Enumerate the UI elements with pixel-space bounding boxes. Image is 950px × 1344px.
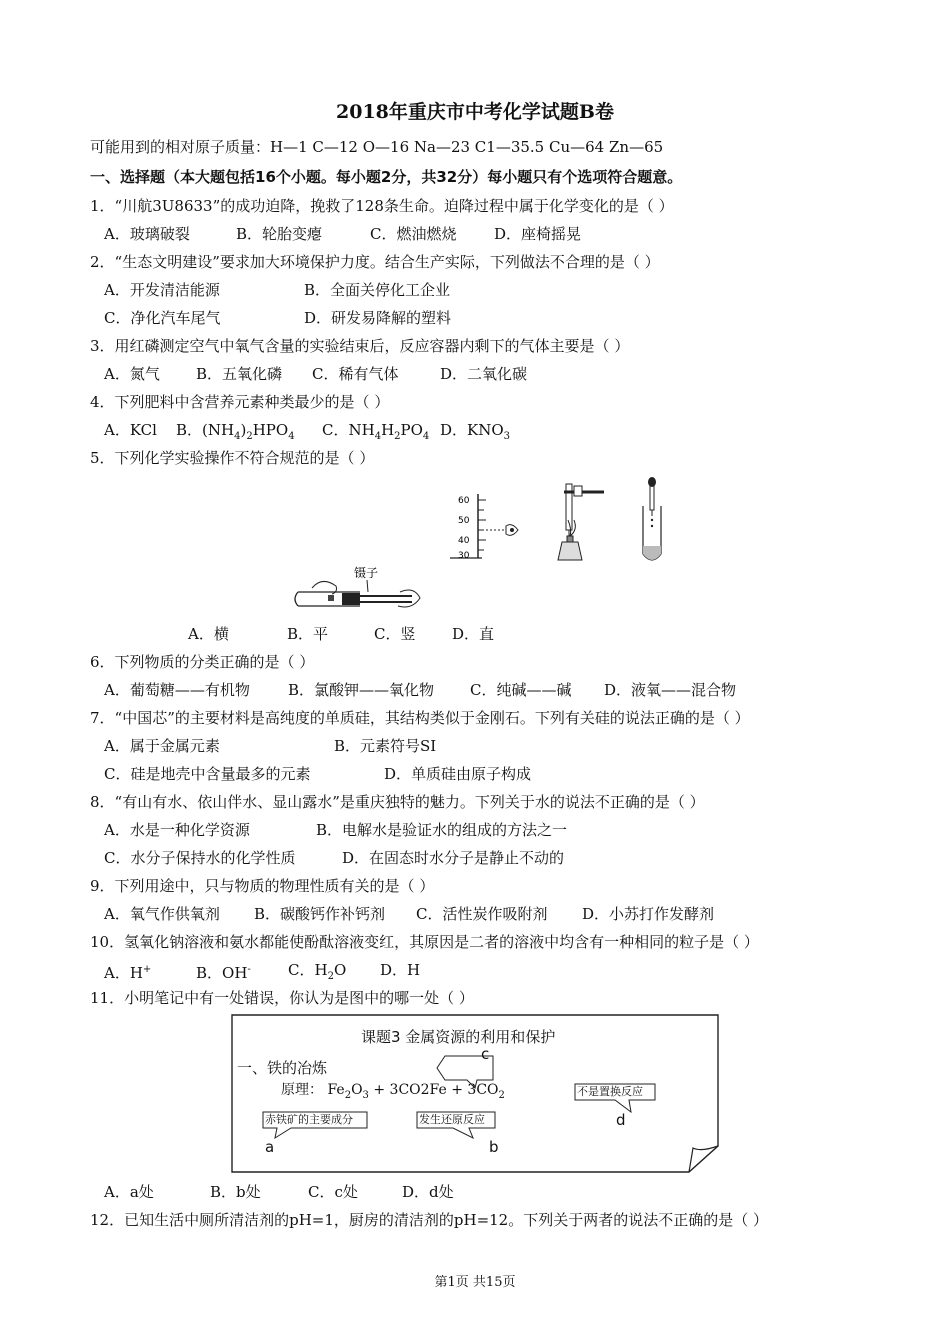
question-1-option-c: C．燃油燃烧	[370, 225, 457, 243]
question-6-option-c: C．纯碱——碱	[470, 681, 572, 699]
question-4-option-c: C．$NH_4H_2PO_4$	[322, 421, 430, 442]
question-10-option-c: C．$H_2O$	[288, 961, 347, 982]
question-9-option-a: A．氧气作供氧剂	[104, 905, 220, 923]
callout-a: 赤铁矿的主要成分	[265, 1113, 353, 1126]
question-4-option-a: A．KCl	[104, 421, 157, 439]
tick-label: 60	[458, 496, 470, 506]
question-4-stem: 4．下列肥料中含营养元素种类最少的是（ ）	[90, 393, 390, 411]
tick-label: 30	[458, 551, 470, 561]
question-5-stem: 5．下列化学实验操作不符合规范的是（ ）	[90, 449, 375, 467]
question-11-option-c: C．c处	[308, 1183, 358, 1201]
question-3-option-a: A．氮气	[104, 365, 160, 383]
question-3-option-d: D．二氧化碳	[440, 365, 528, 383]
question-7-stem: 7．“中国芯”的主要材料是高纯度的单质硅，其结构类似于金刚石。下列有关硅的说法正确的是（ ）	[90, 709, 750, 727]
question-1-stem: 1．“川航3U8633”的成功迫降，挽救了128条生命。迫降过程中属于化学变化的是（ ）	[90, 197, 674, 215]
question-10-option-d: D．H	[380, 961, 421, 979]
heating-figure	[550, 480, 612, 565]
callout-d: 不是置换反应	[577, 1085, 643, 1098]
question-1-option-a: A．玻璃破裂	[104, 225, 190, 243]
note-figure	[231, 1014, 719, 1174]
question-1-option-b: B．轮胎变瘪	[236, 225, 323, 243]
question-2-option-c: C．净化汽车尾气	[104, 309, 221, 327]
question-10-stem: 10．氢氧化钠溶液和氨水都能使酚酞溶液变红，其原因是二者的溶液中均含有一种相同的粒子是（ ）	[90, 933, 759, 951]
question-4-option-d: D．$KNO_3$	[440, 421, 511, 442]
question-9-option-d: D．小苏打作发酵剂	[582, 905, 715, 923]
section-heading: 一、选择题（本大题包括16个小题。每小题2分，共32分）每小题只有个选项符合题意。	[90, 168, 683, 186]
question-5-option-c: C．竖	[374, 625, 416, 643]
question-8-option-b: B．电解水是验证水的组成的方法之一	[316, 821, 568, 839]
question-8-option-c: C．水分子保持水的化学性质	[104, 849, 296, 867]
question-8-option-d: D．在固态时水分子是静止不动的	[342, 849, 565, 867]
question-10-option-b: B．OH-	[196, 964, 251, 982]
dropper-figure	[632, 476, 672, 566]
question-5-option-b: B．平	[287, 625, 329, 643]
question-7-option-d: D．单质硅由原子构成	[384, 765, 532, 783]
question-7-option-a: A．属于金属元素	[104, 737, 220, 755]
tick-label: 40	[458, 536, 470, 546]
question-2-stem: 2．“生态文明建设”要求加大环境保护力度。结合生产实际，下列做法不合理的是（ ）	[90, 253, 660, 271]
question-11-option-d: D．d处	[402, 1183, 454, 1201]
question-6-option-b: B．氯酸钾——氧化物	[288, 681, 435, 699]
question-11-option-b: B．b处	[210, 1183, 261, 1201]
question-2-option-b: B．全面关停化工企业	[304, 281, 451, 299]
question-1-option-d: D．座椅摇晃	[494, 225, 582, 243]
question-9-option-c: C．活性炭作吸附剂	[416, 905, 548, 923]
page-footer: 第1页 共15页	[434, 1275, 516, 1290]
question-11-option-a: A．a处	[104, 1183, 154, 1201]
reaction-equation: 原理： $Fe_2O_3 + 3CO2Fe + 3CO_2$	[281, 1082, 505, 1101]
tweezers-figure	[292, 562, 427, 616]
question-3-stem: 3．用红磷测定空气中氧气含量的实验结束后，反应容器内剩下的气体主要是（ ）	[90, 337, 630, 355]
question-6-option-d: D．液氧——混合物	[604, 681, 737, 699]
mark-c: c	[481, 1045, 490, 1063]
mark-a: a	[265, 1138, 275, 1156]
question-3-option-c: C．稀有气体	[312, 365, 399, 383]
question-12-stem: 12．已知生活中厕所清洁剂的pH=1，厨房的清洁剂的pH=12。下列关于两者的说法不正确的是（ ）	[90, 1211, 768, 1229]
mark-b: b	[489, 1138, 499, 1156]
page-title: 2018年重庆市中考化学试题B卷	[336, 101, 614, 123]
callout-b: 发生还原反应	[419, 1113, 485, 1126]
question-2-option-d: D．研发易降解的塑料	[304, 309, 452, 327]
question-3-option-b: B．五氧化磷	[196, 365, 283, 383]
question-6-stem: 6．下列物质的分类正确的是（ ）	[90, 653, 315, 671]
note-title: 课题3 金属资源的利用和保护	[361, 1028, 556, 1046]
question-4-option-b: B．$(NH_4)_2HPO_4$	[176, 421, 295, 442]
question-5-option-d: D．直	[452, 625, 495, 643]
tweezers-label: 镊子	[354, 566, 379, 580]
question-11-stem: 11．小明笔记中有一处错误，你认为是图中的哪一处（ ）	[90, 989, 474, 1007]
mark-d: d	[616, 1111, 626, 1129]
question-10-option-a: A．H+	[104, 964, 152, 982]
note-heading: 一、铁的冶炼	[237, 1059, 328, 1077]
question-7-option-b: B．元素符号SI	[334, 737, 437, 755]
question-8-option-a: A．水是一种化学资源	[104, 821, 250, 839]
cylinder-reading-figure	[440, 488, 530, 564]
question-9-stem: 9．下列用途中，只与物质的物理性质有关的是（ ）	[90, 877, 435, 895]
tick-label: 50	[458, 516, 470, 526]
atomic-masses: 可能用到的相对原子质量：H—1 C—12 O—16 Na—23 C1—35.5 Cu—64 Zn—65	[90, 138, 664, 156]
question-7-option-c: C．硅是地壳中含量最多的元素	[104, 765, 311, 783]
question-5-option-a: A．横	[188, 625, 229, 643]
question-9-option-b: B．碳酸钙作补钙剂	[254, 905, 386, 923]
question-8-stem: 8．“有山有水、依山伴水、显山露水”是重庆独特的魅力。下列关于水的说法不正确的是（ ）	[90, 793, 705, 811]
question-2-option-a: A．开发清洁能源	[104, 281, 220, 299]
question-6-option-a: A．葡萄糖——有机物	[104, 681, 250, 699]
